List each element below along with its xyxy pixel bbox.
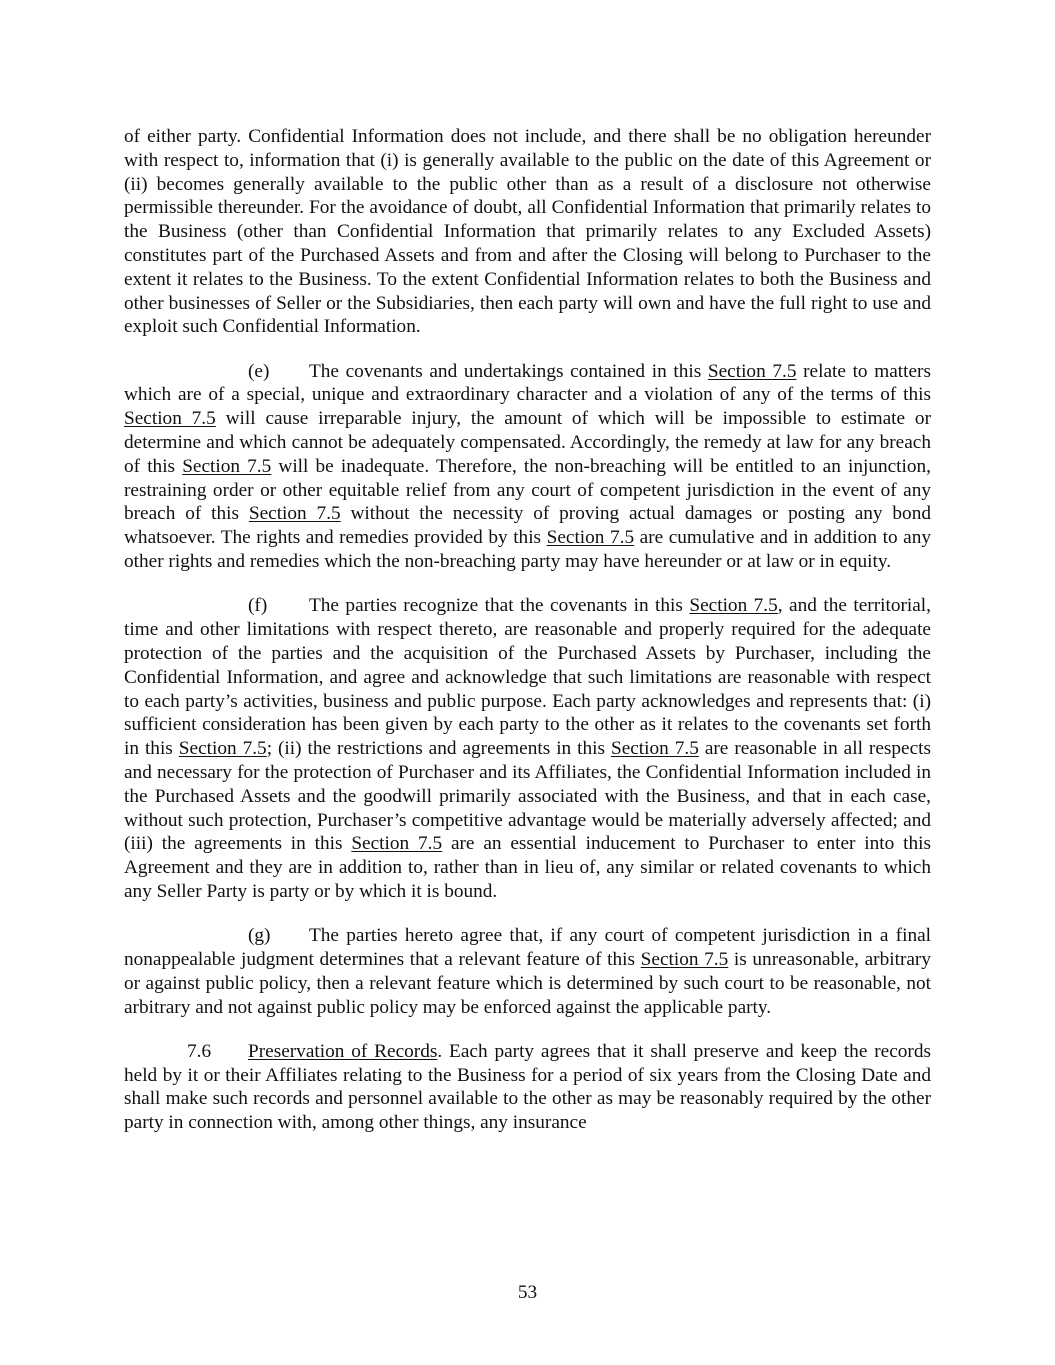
paragraph-text: The parties recognize that the covenants in this xyxy=(309,595,690,617)
paragraph-confidential-information-continued xyxy=(124,125,931,339)
paragraph-f xyxy=(124,594,931,903)
section-reference: Section 7.5 xyxy=(707,360,797,382)
paragraph-text: . Each party agrees that it shall preserve and keep the records held by it or their Affiliates relating to the Business for a period of six years from the Closing Date and shall make such records and personnel available to the other as may be reasonably required by the other party in connection with, among other things, any insurance xyxy=(124,1040,931,1134)
section-7-6 xyxy=(124,1040,931,1135)
section-reference: Section 7.5 xyxy=(351,833,443,855)
section-reference: Section 7.5 xyxy=(124,408,216,430)
paragraph-text: relate to matters which are of a special, unique and extraordinary character and a violation of any of the terms of this xyxy=(124,360,931,406)
section-reference: Section 7.5 xyxy=(640,949,729,970)
section-reference: Section 7.5 xyxy=(178,738,267,760)
paragraph-text: , and the territorial, time and other limitations with respect thereto, are reasonable and properly required for the adequate protection of the parties and the acquisition of the Purchased Assets by Purchaser, including the Confidential Information, and agree and acknowledge that such limitations are reasonable with respect to each party’s activities, business and public purpose. Each party acknowledges and represents that: (i) sufficient consideration has been given by each party to the other as it relates to the covenants set forth in this xyxy=(124,595,931,760)
section-heading: Preservation of Records xyxy=(248,1040,438,1062)
paragraph-text: The parties hereto agree that, if any court of competent jurisdiction in a final nonappealable judgment determines that a relevant feature of this xyxy=(124,925,931,970)
paragraph-text: without the necessity of proving actual damages or posting any bond whatsoever. The rights and remedies provided by this xyxy=(124,503,931,549)
paragraph-text: are cumulative and in addition to any other rights and remedies which the non-breaching party may have hereunder or at law or in equity. xyxy=(124,527,931,573)
paragraph-text: ; (ii) the restrictions and agreements in this xyxy=(266,738,611,760)
section-reference: Section 7.5 xyxy=(610,738,699,760)
section-reference: Section 7.5 xyxy=(689,595,778,617)
paragraph-g xyxy=(124,924,931,1019)
paragraph-text: will cause irreparable injury, the amount of which will be impossible to estimate or determine and which cannot be adequately compensated. Accordingly, the remedy at law for any breach of this xyxy=(124,408,931,477)
paragraph-text: is unreasonable, arbitrary or against public policy, then a relevant feature which is determined by such court to be reasonable, not arbitrary and not against public policy may be enforced against the applicable party. xyxy=(124,949,931,1018)
paragraph-label: (e) xyxy=(248,360,270,382)
paragraph-text: The covenants and undertakings contained in this xyxy=(309,360,708,382)
section-number: 7.6 xyxy=(187,1040,212,1062)
paragraph-text: are reasonable in all respects and necessary for the protection of Purchaser and its Affiliates, the Confidential Information included in the Purchased Assets and the goodwill primarily associated with the Business, and that in each case, without such protection, Purchaser’s competitive advantage would be materially adversely affected; and (iii) the agreements in this xyxy=(124,738,931,855)
paragraph-label: (f) xyxy=(248,595,268,617)
section-reference: Section 7.5 xyxy=(546,527,635,549)
document-body xyxy=(124,125,931,1156)
paragraph-text: of either party. Confidential Information does not include, and there shall be no obligation hereunder with respect to, information that (i) is generally available to the public on the date of this Agreement or (ii) becomes generally available to the public other than as a result of a disclosure not otherwise permissible thereunder. For the avoidance of doubt, all Confidential Information that primarily relates to the Business (other than Confidential Information that primarily relates to any Excluded Assets) constitutes part of the Purchased Assets and from and after the Closing will belong to Purchaser to the extent it relates to the Business. To the extent Confidential Information relates to both the Business and other businesses of Seller or the Subsidiaries, then each party will own and have the full right to use and exploit such Confidential Information. xyxy=(124,126,931,338)
section-reference: Section 7.5 xyxy=(248,503,341,525)
paragraph-e xyxy=(124,360,931,574)
section-reference: Section 7.5 xyxy=(182,455,272,477)
paragraph-text: are an essential inducement to Purchaser to enter into this Agreement and they are in addition to, rather than in lieu of, any similar or related covenants to which any Seller Party is party or by which it is bound. xyxy=(124,833,931,902)
paragraph-text: will be inadequate. Therefore, the non-breaching will be entitled to an injunction, restraining order or other equitable relief from any court of competent jurisdiction in the event of any breach of this xyxy=(124,455,931,525)
page-number: 53 xyxy=(517,1282,538,1303)
paragraph-label: (g) xyxy=(248,925,271,947)
